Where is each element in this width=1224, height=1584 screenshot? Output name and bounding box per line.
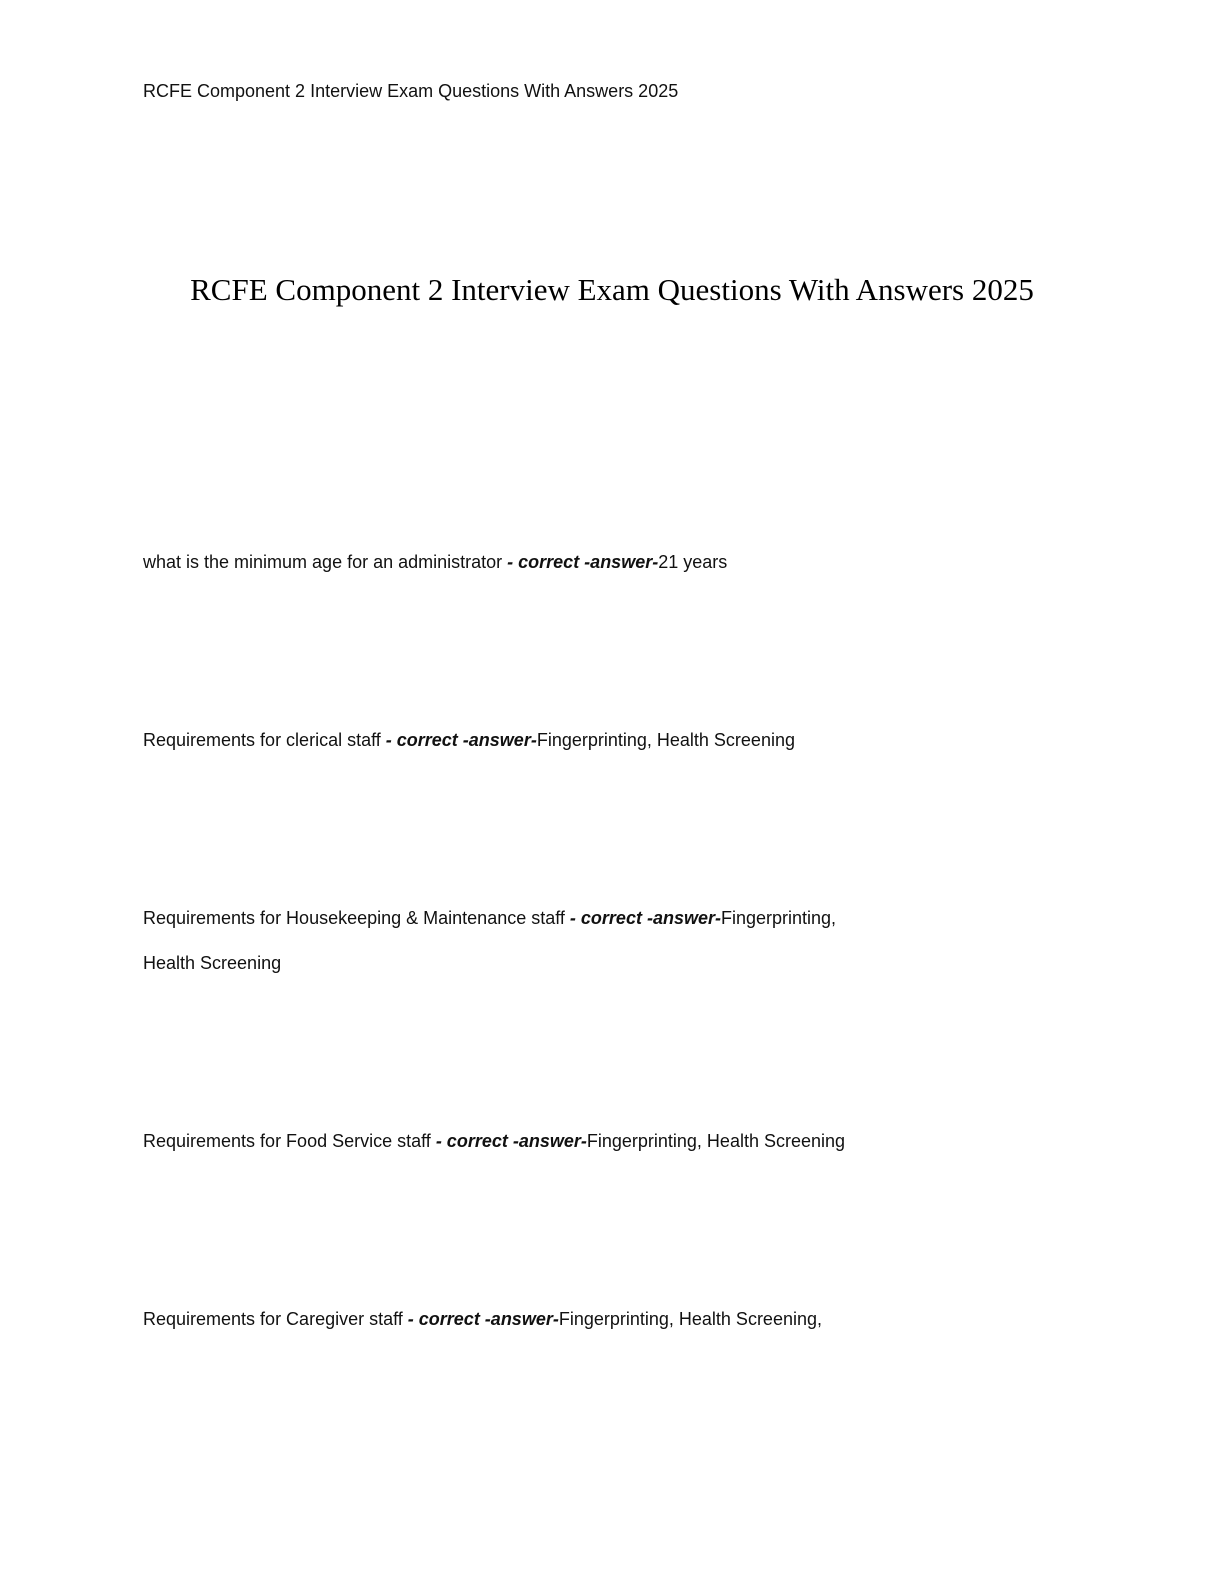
qa-item [143, 718, 1083, 763]
question-text: what is the minimum age for an administrator [143, 552, 508, 572]
answer-marker: - correct -answer- [435, 1131, 587, 1151]
qa-item [143, 1297, 1083, 1342]
answer-text: Fingerprinting, Health Screening [536, 730, 795, 750]
answer-marker: - correct -answer- [507, 552, 659, 572]
answer-text: Fingerprinting, Health Screening [586, 1131, 846, 1151]
qa-item [143, 540, 1083, 585]
answer-text: Fingerprinting, Health Screening [143, 908, 837, 973]
answer-text: Fingerprinting, Health Screening, [558, 1309, 822, 1329]
question-text: Requirements for Caregiver staff [143, 1309, 408, 1329]
qa-item [143, 1119, 1083, 1164]
question-text: Requirements for Food Service staff [143, 1131, 436, 1151]
answer-marker: - correct -answer- [407, 1309, 559, 1329]
answer-marker: - correct -answer- [385, 730, 537, 750]
question-text: Requirements for Housekeeping & Maintenance staff [143, 908, 570, 928]
qa-item [143, 896, 843, 986]
document-title: RCFE Component 2 Interview Exam Questions With Answers 2025 [190, 272, 1034, 307]
answer-text: 21 years [658, 552, 728, 572]
question-text: Requirements for clerical staff [143, 730, 386, 750]
running-header: RCFE Component 2 Interview Exam Questions With Answers 2025 [143, 81, 679, 101]
answer-marker: - correct -answer- [569, 908, 721, 928]
